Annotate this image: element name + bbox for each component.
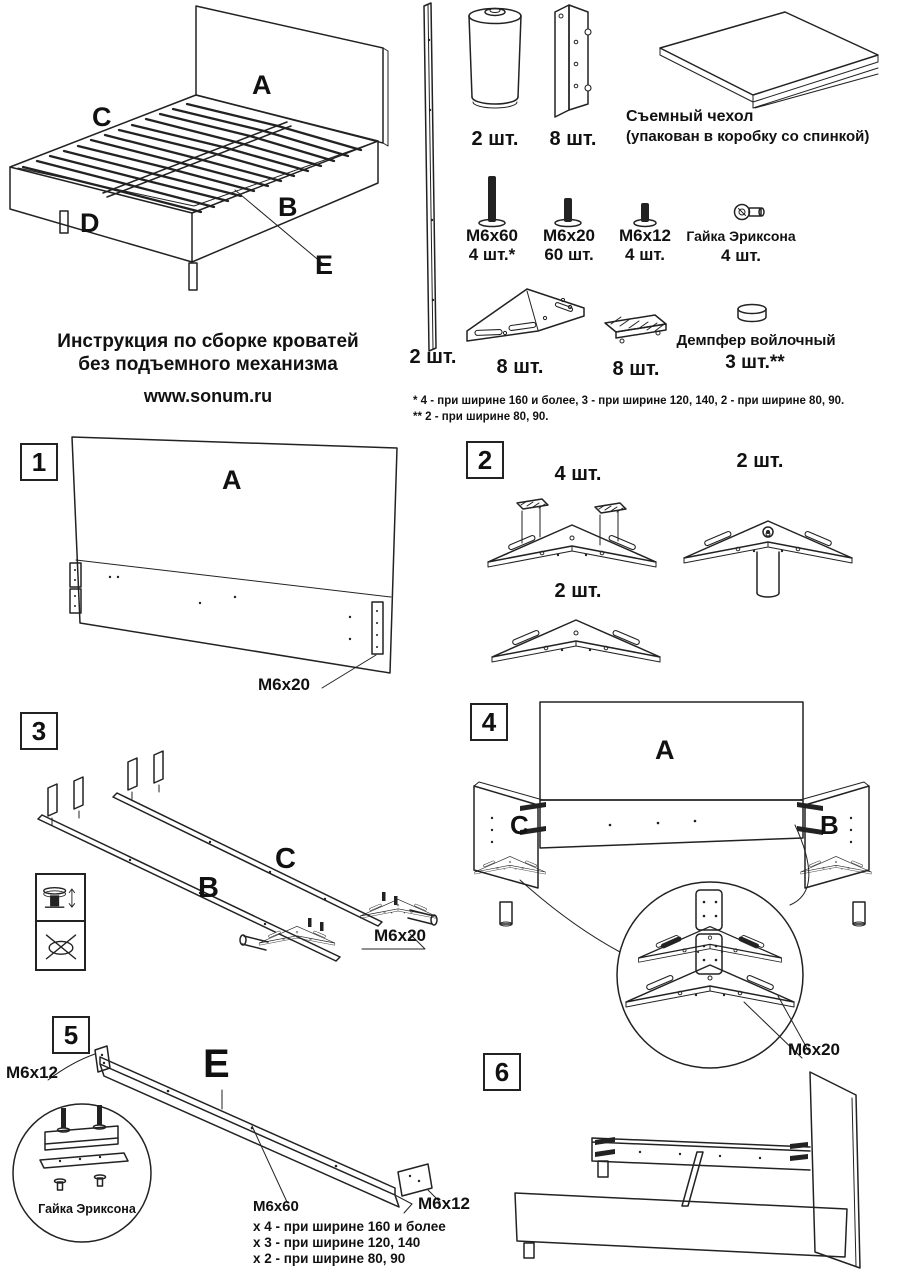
step5-option-3: х 2 - при ширине 80, 90	[253, 1251, 406, 1266]
step1-number: 1	[20, 443, 58, 481]
footnote-2: ** 2 - при ширине 80, 90.	[413, 411, 549, 423]
step4-drawing	[460, 690, 900, 1080]
overview-label-d: D	[80, 208, 100, 238]
slats	[23, 104, 361, 212]
center-beam-e	[95, 1046, 432, 1213]
step2-qty-right: 2 шт.	[736, 450, 784, 472]
assembled-frame	[515, 1072, 860, 1268]
slat-holder-part	[605, 315, 666, 343]
bolt-m6x12-name: М6х12	[619, 226, 671, 245]
felt-damper-name: Демпфер войлочный	[676, 332, 836, 349]
bolt-m6x12	[634, 203, 656, 227]
no-twist-icon	[35, 920, 86, 971]
bolt-m6x60-qty: 4 шт.*	[468, 245, 516, 264]
corner-plate-qty: 8 шт.	[496, 356, 544, 378]
overview-label-e: E	[315, 250, 334, 280]
bed-overview-drawing	[0, 0, 455, 335]
bolt-m6x20	[555, 198, 581, 227]
step4-label-c: C	[510, 810, 529, 840]
website-url: www.sonum.ru	[143, 386, 273, 406]
leg-part	[469, 9, 521, 109]
angle-bracket-qty: 8 шт.	[549, 128, 597, 150]
felt-damper-qty: 3 шт.**	[725, 352, 785, 373]
bolt-m6x20-qty: 60 шт.	[544, 245, 594, 264]
leg-qty: 2 шт.	[471, 128, 519, 150]
headboard-and-strip	[540, 702, 803, 848]
step3-fastener: М6х20	[374, 926, 426, 945]
step5-number: 5	[52, 1016, 90, 1054]
footnote-1: * 4 - при ширине 160 и более, 3 - при ширине 120, 140, 2 - при ширине 80, 90.	[413, 395, 845, 407]
step4-label-b: B	[820, 810, 839, 840]
step3-number: 3	[20, 712, 58, 750]
slat-holder-qty: 8 шт.	[612, 358, 660, 380]
step5-fastener-left: М6х12	[6, 1063, 58, 1082]
step4-number: 4	[470, 703, 508, 741]
cover-note: (упакован в коробку со спинкой)	[626, 128, 870, 145]
plate-with-leg	[684, 521, 852, 597]
rail-c	[113, 751, 437, 926]
step5-option-2: х 3 - при ширине 120, 140	[253, 1235, 421, 1250]
plate-with-holders	[488, 499, 656, 567]
step5-option-1: х 4 - при ширине 160 и более	[253, 1219, 446, 1234]
bolt-m6x20-name: М6х20	[543, 226, 595, 245]
overview-label-c: C	[92, 102, 112, 132]
bolt-m6x60-name: М6х60	[466, 226, 518, 245]
detail-circle	[520, 825, 809, 1068]
cover-name: Съемный чехол	[626, 108, 754, 125]
step2-qty-bottom: 2 шт.	[554, 580, 602, 602]
step4-fastener: М6х20	[788, 1040, 840, 1059]
headboard-panel	[196, 6, 388, 146]
step5-nut-label: Гайка Эриксона	[38, 1202, 136, 1216]
felt-damper-part	[738, 305, 766, 322]
step5-detail-circle	[13, 1104, 151, 1242]
overview-label-a: A	[252, 70, 272, 100]
step4-label-a: A	[655, 735, 675, 765]
step3-label-b: B	[198, 872, 219, 904]
step2-drawing	[460, 425, 900, 705]
cover-part	[660, 12, 878, 108]
bolt-m6x12-qty: 4 шт.	[625, 245, 665, 264]
overview-label-b: B	[278, 192, 298, 222]
erikson-nut-qty: 4 шт.	[721, 246, 761, 265]
side-rail-b-attached	[797, 782, 871, 926]
step1-leader	[322, 655, 376, 688]
doc-title-line2: без подъемного механизма	[78, 354, 338, 375]
step1-label-a: A	[222, 465, 242, 495]
corner-plate-part	[467, 289, 584, 341]
step1-fastener: М6х20	[258, 675, 310, 694]
step5-label-e: E	[203, 1042, 230, 1086]
adjustable-glide-icon	[35, 873, 86, 924]
step2-number: 2	[466, 441, 504, 479]
step3-label-c: C	[275, 843, 296, 875]
step2-qty-top: 4 шт.	[554, 463, 602, 485]
side-rail-qty: 2 шт.	[409, 346, 457, 368]
erikson-nut-name: Гайка Эриксона	[686, 228, 796, 244]
step5-bolt-label: М6х60	[253, 1198, 299, 1215]
step5-fastener-right: М6х12	[418, 1194, 470, 1213]
side-rail-c-attached	[474, 782, 546, 926]
bolt-m6x60	[479, 176, 505, 227]
doc-title-line1: Инструкция по сборке кроватей	[57, 331, 359, 352]
step6-drawing	[460, 1040, 900, 1280]
angle-bracket-part	[555, 5, 591, 117]
step6-number: 6	[483, 1053, 521, 1091]
erikson-nut-part	[735, 205, 765, 220]
plate-plain	[492, 620, 660, 662]
